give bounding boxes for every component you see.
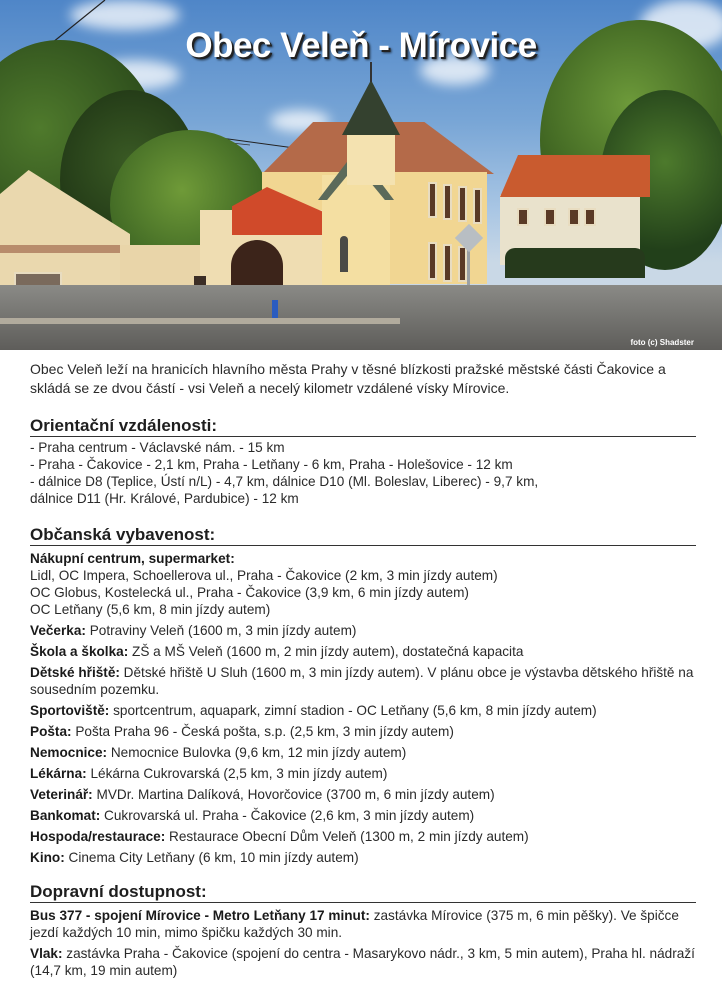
amenity-text: Nemocnice Bulovka (9,6 km, 12 min jízdy autem) [107,745,407,760]
transport-item [30,903,696,941]
amenity-text: sportcentrum, aquapark, zimní stadion - OC Letňany (5,6 km, 8 min jízdy autem) [109,703,597,718]
window [473,188,482,224]
distance-list [30,437,696,507]
window [443,184,452,220]
amenity-label: Večerka: [30,623,86,638]
amenity-item [30,828,696,845]
distance-line: dálnice D11 (Hr. Králové, Pardubice) - 12 km [30,491,299,506]
section-title: Dopravní dostupnost: [30,882,696,903]
amenity-text: Dětské hřiště U Sluh (1600 m, 3 min jízdy autem). V plánu obce je výstavba dětského hřiště na sousedním pozemku. [30,665,694,697]
transport-item [30,945,696,979]
window [584,208,596,226]
white-house-roof [500,155,650,197]
amenity-label: Veterinář: [30,787,93,802]
amenity-item [30,702,696,719]
amenity-text: Lékárna Cukrovarská (2,5 km, 3 min jízdy autem) [86,766,388,781]
window [517,208,529,226]
section-title: Občanská vybavenost: [30,525,696,546]
window [458,186,467,222]
amenity-label: Nemocnice: [30,745,108,760]
amenity-label: Nákupní centrum, supermarket: [30,551,235,566]
amenity-shopping [30,546,696,618]
amenity-text: Cinema City Letňany (6 km, 10 min jízdy autem) [64,850,359,865]
distance-line: - Praha - Čakovice - 2,1 km, Praha - Letňany - 6 km, Praha - Holešovice - 12 km [30,457,513,472]
amenity-item [30,786,696,803]
amenity-label: Škola a školka: [30,644,129,659]
transport-label: Bus 377 - spojení Mírovice - Metro Letňany 17 minut: [30,908,370,923]
section-transport [30,882,696,979]
section-title: Orientační vzdálenosti: [30,416,696,437]
window [568,208,580,226]
hedge [505,248,645,278]
window [428,242,437,280]
chapel-window [340,236,348,272]
amenity-label: Kino: [30,850,65,865]
amenity-text: ZŠ a MŠ Veleň (1600 m, 2 min jízdy autem), dostatečná kapacita [128,644,524,659]
amenity-item [30,723,696,740]
window [443,244,452,282]
amenity-line: OC Globus, Kostelecká ul., Praha - Čakovice (3,9 km, 6 min jízdy autem) [30,585,469,600]
amenity-item [30,807,696,824]
curb [0,318,400,324]
amenity-label: Bankomat: [30,808,101,823]
section-distances [30,416,696,507]
photo-credit: foto (c) Shadster [630,338,694,347]
amenity-line: Lidl, OC Impera, Schoellerova ul., Praha - Čakovice (2 km, 3 min jízdy autem) [30,568,498,583]
amenity-text: Restaurace Obecní Dům Veleň (1300 m, 2 min jízdy autem) [165,829,529,844]
hero-photo [0,0,722,350]
window [544,208,556,226]
distance-line: - Praha centrum - Václavské nám. - 15 km [30,440,285,455]
amenity-text: Pošta Praha 96 - Česká pošta, s.p. (2,5 km, 3 min jízdy autem) [71,724,454,739]
distance-line: - dálnice D8 (Teplice, Ústí n/L) - 4,7 km, dálnice D10 (Ml. Boleslav, Liberec) - 9,7 km, [30,474,539,489]
amenity-item [30,765,696,782]
amenity-label: Sportoviště: [30,703,110,718]
chapel-tower [347,130,395,185]
transport-label: Vlak: [30,946,63,961]
left-house-band [0,245,130,253]
amenity-item [30,664,696,698]
intro-paragraph: Obec Veleň leží na hranicích hlavního města Prahy v těsné blízkosti pražské městské části Čakovice a skládá se ze dvou částí - vsi Veleň a necelý kilometr vzdálené vísky Mírovice. [30,361,666,396]
amenity-text: Cukrovarská ul. Praha - Čakovice (2,6 km, 3 min jízdy autem) [100,808,475,823]
content [30,360,696,983]
window [458,246,467,282]
amenity-label: Pošta: [30,724,72,739]
section-amenities [30,525,696,866]
page-title: Obec Veleň - Mírovice [185,26,537,65]
amenity-item [30,622,696,639]
amenity-text: Potraviny Veleň (1600 m, 3 min jízdy autem) [85,623,357,638]
hydrant [272,300,278,318]
amenity-item [30,744,696,761]
amenity-label: Lékárna: [30,766,87,781]
amenity-item [30,849,696,866]
amenity-label: Hospoda/restaurace: [30,829,166,844]
amenity-text: MVDr. Martina Dalíková, Hovorčovice (3700 m, 6 min jízdy autem) [92,787,495,802]
amenity-line: OC Letňany (5,6 km, 8 min jízdy autem) [30,602,271,617]
window [428,182,437,218]
transport-text: zastávka Praha - Čakovice (spojení do centra - Masarykovo nádr., 3 km, 5 min autem), Praha hl. nádraží (14,7 km, 19 min autem) [30,946,695,978]
amenity-item [30,643,696,660]
transport-text: zastávka Mírovice (375 m, 6 min pěšky). Ve špičce jezdí každých 10 min, mimo špičku každých 30 min. [30,908,679,940]
amenity-label: Dětské hřiště: [30,665,120,680]
